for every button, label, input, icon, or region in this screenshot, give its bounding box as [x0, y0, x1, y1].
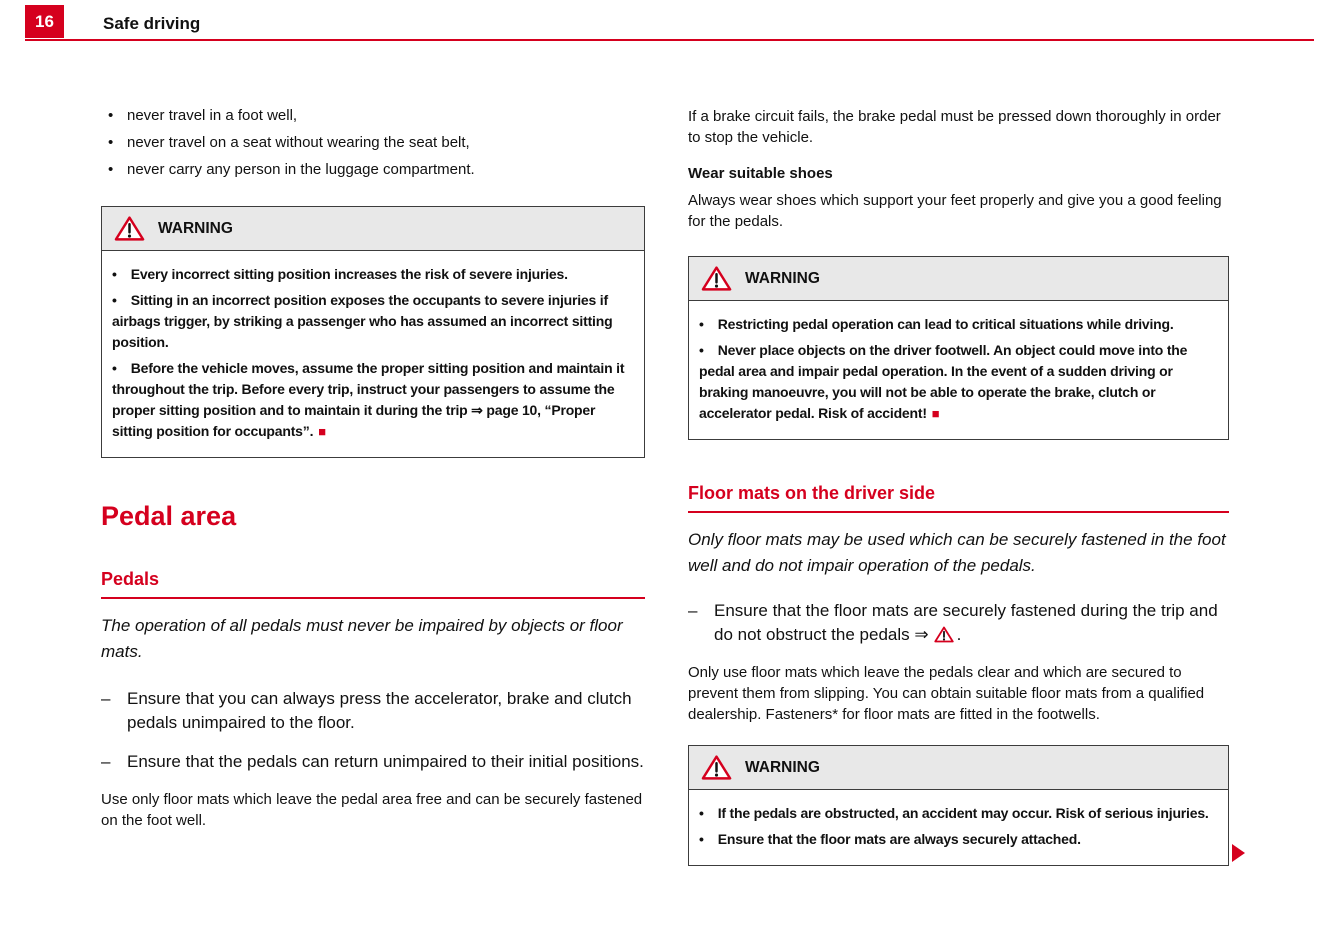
warning-box-sitting-position	[101, 206, 645, 458]
warning-item: • Never place objects on the driver footwell. An object could move into the pedal area and impair pedal operation. In the event of a sudden driving or braking manoeuvre, you will not be able to operate the brake, clutch or accelerator pedal. Risk of accident! ■	[699, 340, 1218, 424]
section-end-marker: ■	[931, 406, 940, 421]
dash-item: – Ensure that the pedals can return unimpaired to their initial positions.	[101, 750, 645, 774]
warning-header	[689, 746, 1228, 790]
heading-floor-mats: Floor mats on the driver side	[688, 484, 1229, 513]
warning-body	[102, 251, 644, 457]
heading-pedal-area: Pedal area	[101, 501, 237, 531]
warning-item: • Sitting in an incorrect position exposes the occupants to severe injuries if airbags trigger, by striking a passenger who has assumed an incorrect sitting position.	[112, 290, 634, 353]
page-continues-arrow	[1232, 844, 1245, 862]
paragraph: If a brake circuit fails, the brake pedal must be pressed down thoroughly in order to stop the vehicle.	[688, 108, 1221, 146]
header-rule	[25, 39, 1314, 41]
warning-item: • Every incorrect sitting position increases the risk of severe injuries.	[112, 264, 634, 285]
dash-item: – Ensure that you can always press the accelerator, brake and clutch pedals unimpaired to the floor.	[101, 687, 645, 735]
page-number: 16	[25, 5, 64, 38]
bullet-item: • never travel in a foot well,	[101, 106, 645, 126]
bullet-list	[101, 106, 645, 180]
warning-body	[689, 301, 1228, 439]
warning-header	[102, 207, 644, 251]
warning-title: WARNING	[745, 758, 820, 776]
dash-item: – Ensure that the floor mats are securely fastened during the trip and do not obstruct the pedals ⇒ .	[688, 599, 1229, 647]
paragraph: Only use floor mats which leave the pedals clear and which are secured to prevent them from slipping. You can obtain suitable floor mats from a qualified dealership. Fasteners* for floor mats are fitted in the footwells.	[688, 664, 1205, 723]
bullet-item: • never travel on a seat without wearing the seat belt,	[101, 133, 645, 153]
warning-box-pedal-operation	[688, 256, 1229, 440]
paragraph: Always wear shoes which support your feet properly and give you a good feeling for the pedals.	[688, 192, 1222, 230]
lead-paragraph: Only floor mats may be used which can be securely fastened in the foot well and do not impair operation of the pedals.	[688, 530, 1226, 575]
warning-header	[689, 257, 1228, 301]
warning-title: WARNING	[158, 219, 233, 237]
dash-list	[101, 687, 645, 774]
warning-box-obstructed-pedals	[688, 745, 1229, 866]
dash-list	[688, 599, 1229, 647]
warning-item: • Ensure that the floor mats are always securely attached.	[699, 829, 1218, 850]
warning-body	[689, 790, 1228, 865]
warning-item: • Before the vehicle moves, assume the proper sitting position and maintain it throughout the trip. Before every trip, instruct your passengers to assume the proper sitting position and to maintain it during the trip ⇒ page 10, “Proper sitting position for occupants”. ■	[112, 358, 634, 442]
warning-triangle-icon	[701, 265, 732, 292]
warning-item: • If the pedals are obstructed, an accident may occur. Risk of serious injuries.	[699, 803, 1218, 824]
warning-item: • Restricting pedal operation can lead to critical situations while driving.	[699, 314, 1218, 335]
paragraph: Use only floor mats which leave the pedal area free and can be securely fastened on the foot well.	[101, 791, 643, 829]
chapter-title: Safe driving	[103, 14, 201, 33]
right-column	[688, 106, 1229, 866]
warning-triangle-icon	[934, 626, 954, 643]
section-end-marker: ■	[318, 424, 326, 439]
warning-title: WARNING	[745, 269, 820, 287]
bullet-item: • never carry any person in the luggage compartment.	[101, 160, 645, 180]
warning-triangle-icon	[114, 215, 145, 242]
lead-paragraph: The operation of all pedals must never be impaired by objects or floor mats.	[101, 616, 623, 661]
page-content	[101, 106, 1229, 866]
heading-pedals: Pedals	[101, 570, 645, 599]
heading-wear-suitable-shoes: Wear suitable shoes	[688, 165, 833, 182]
left-column	[101, 106, 645, 866]
warning-triangle-icon	[701, 754, 732, 781]
